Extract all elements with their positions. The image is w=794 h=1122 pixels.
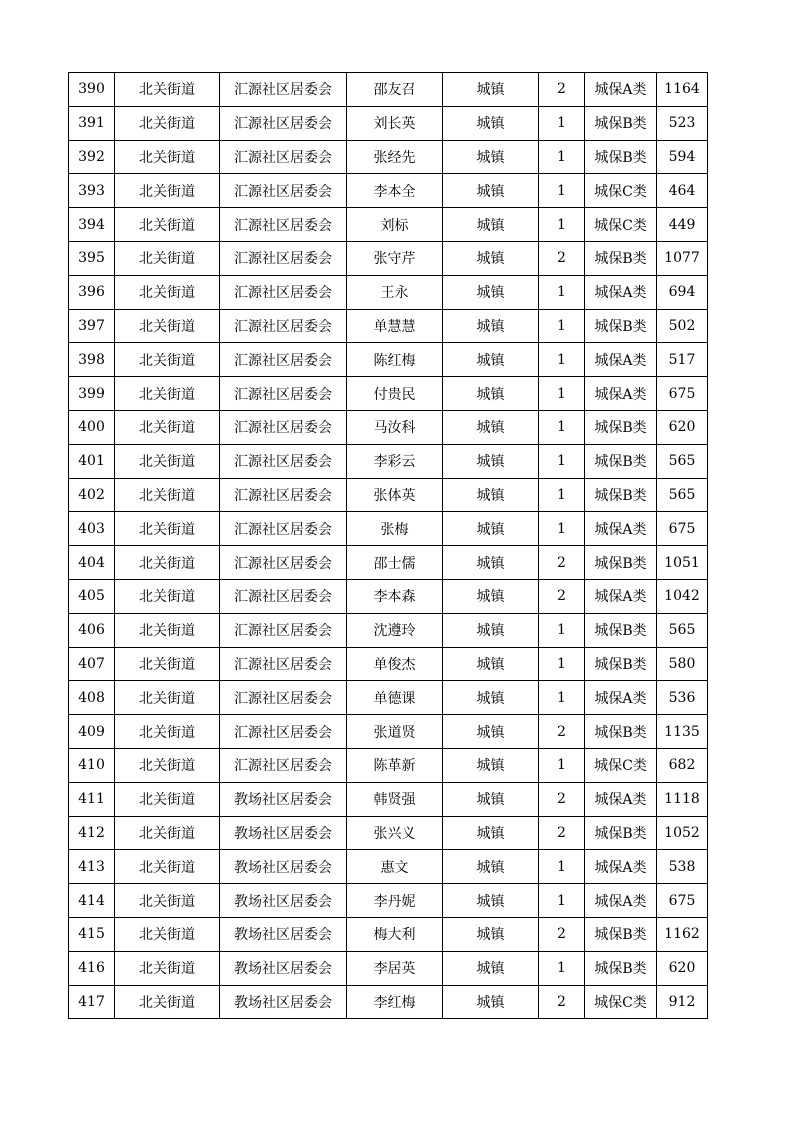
assistance-type-cell: 城保B类 xyxy=(585,444,657,478)
row-number: 410 xyxy=(69,748,115,782)
household-count-cell: 2 xyxy=(539,715,585,749)
assistance-type-cell: 城保C类 xyxy=(585,208,657,242)
name-cell: 单慧慧 xyxy=(347,309,443,343)
assistance-type-cell: 城保C类 xyxy=(585,174,657,208)
street-cell: 北关街道 xyxy=(115,106,220,140)
assistance-type-cell: 城保A类 xyxy=(585,377,657,411)
row-number: 408 xyxy=(69,681,115,715)
table-row xyxy=(69,613,708,647)
household-count-cell: 1 xyxy=(539,309,585,343)
area-cell: 城镇 xyxy=(443,140,539,174)
area-cell: 城镇 xyxy=(443,579,539,613)
assistance-type-cell: 城保B类 xyxy=(585,613,657,647)
street-cell: 北关街道 xyxy=(115,174,220,208)
area-cell: 城镇 xyxy=(443,951,539,985)
row-number: 417 xyxy=(69,985,115,1019)
row-number: 402 xyxy=(69,478,115,512)
table-row xyxy=(69,579,708,613)
household-count-cell: 1 xyxy=(539,850,585,884)
table-row xyxy=(69,985,708,1019)
household-count-cell: 1 xyxy=(539,410,585,444)
community-cell: 汇源社区居委会 xyxy=(220,748,347,782)
street-cell: 北关街道 xyxy=(115,782,220,816)
name-cell: 李红梅 xyxy=(347,985,443,1019)
street-cell: 北关街道 xyxy=(115,715,220,749)
street-cell: 北关街道 xyxy=(115,681,220,715)
community-cell: 教场社区居委会 xyxy=(220,782,347,816)
area-cell: 城镇 xyxy=(443,613,539,647)
area-cell: 城镇 xyxy=(443,816,539,850)
amount-cell: 682 xyxy=(657,748,708,782)
area-cell: 城镇 xyxy=(443,275,539,309)
area-cell: 城镇 xyxy=(443,309,539,343)
name-cell: 付贵民 xyxy=(347,377,443,411)
assistance-type-cell: 城保B类 xyxy=(585,715,657,749)
assistance-type-cell: 城保C类 xyxy=(585,985,657,1019)
street-cell: 北关街道 xyxy=(115,512,220,546)
row-number: 404 xyxy=(69,546,115,580)
community-cell: 汇源社区居委会 xyxy=(220,309,347,343)
row-number: 405 xyxy=(69,579,115,613)
community-cell: 汇源社区居委会 xyxy=(220,512,347,546)
household-count-cell: 1 xyxy=(539,951,585,985)
row-number: 392 xyxy=(69,140,115,174)
street-cell: 北关街道 xyxy=(115,444,220,478)
row-number: 403 xyxy=(69,512,115,546)
name-cell: 李彩云 xyxy=(347,444,443,478)
amount-cell: 517 xyxy=(657,343,708,377)
amount-cell: 620 xyxy=(657,410,708,444)
household-count-cell: 2 xyxy=(539,546,585,580)
name-cell: 李居英 xyxy=(347,951,443,985)
household-count-cell: 1 xyxy=(539,174,585,208)
row-number: 413 xyxy=(69,850,115,884)
community-cell: 汇源社区居委会 xyxy=(220,579,347,613)
table-row xyxy=(69,343,708,377)
amount-cell: 1051 xyxy=(657,546,708,580)
community-cell: 教场社区居委会 xyxy=(220,884,347,918)
name-cell: 李丹妮 xyxy=(347,884,443,918)
community-cell: 汇源社区居委会 xyxy=(220,444,347,478)
row-number: 415 xyxy=(69,917,115,951)
street-cell: 北关街道 xyxy=(115,579,220,613)
name-cell: 韩贤强 xyxy=(347,782,443,816)
amount-cell: 1135 xyxy=(657,715,708,749)
assistance-type-cell: 城保A类 xyxy=(585,73,657,107)
area-cell: 城镇 xyxy=(443,681,539,715)
street-cell: 北关街道 xyxy=(115,748,220,782)
household-count-cell: 1 xyxy=(539,140,585,174)
table-row xyxy=(69,106,708,140)
table-row xyxy=(69,73,708,107)
row-number: 401 xyxy=(69,444,115,478)
household-count-cell: 1 xyxy=(539,444,585,478)
area-cell: 城镇 xyxy=(443,208,539,242)
community-cell: 汇源社区居委会 xyxy=(220,613,347,647)
amount-cell: 620 xyxy=(657,951,708,985)
household-count-cell: 1 xyxy=(539,748,585,782)
amount-cell: 1164 xyxy=(657,73,708,107)
table-row xyxy=(69,444,708,478)
area-cell: 城镇 xyxy=(443,850,539,884)
street-cell: 北关街道 xyxy=(115,377,220,411)
community-cell: 汇源社区居委会 xyxy=(220,106,347,140)
area-cell: 城镇 xyxy=(443,478,539,512)
street-cell: 北关街道 xyxy=(115,546,220,580)
row-number: 390 xyxy=(69,73,115,107)
area-cell: 城镇 xyxy=(443,444,539,478)
row-number: 411 xyxy=(69,782,115,816)
row-number: 393 xyxy=(69,174,115,208)
area-cell: 城镇 xyxy=(443,715,539,749)
table-row xyxy=(69,884,708,918)
amount-cell: 449 xyxy=(657,208,708,242)
street-cell: 北关街道 xyxy=(115,613,220,647)
street-cell: 北关街道 xyxy=(115,73,220,107)
table-row xyxy=(69,748,708,782)
name-cell: 单德课 xyxy=(347,681,443,715)
assistance-type-cell: 城保C类 xyxy=(585,748,657,782)
row-number: 398 xyxy=(69,343,115,377)
area-cell: 城镇 xyxy=(443,647,539,681)
area-cell: 城镇 xyxy=(443,748,539,782)
table-row xyxy=(69,410,708,444)
name-cell: 惠文 xyxy=(347,850,443,884)
name-cell: 张守芹 xyxy=(347,241,443,275)
area-cell: 城镇 xyxy=(443,985,539,1019)
assistance-type-cell: 城保B类 xyxy=(585,106,657,140)
street-cell: 北关街道 xyxy=(115,343,220,377)
assistance-type-cell: 城保A类 xyxy=(585,850,657,884)
name-cell: 陈革新 xyxy=(347,748,443,782)
table-row xyxy=(69,681,708,715)
community-cell: 汇源社区居委会 xyxy=(220,681,347,715)
household-count-cell: 1 xyxy=(539,478,585,512)
household-count-cell: 1 xyxy=(539,647,585,681)
table-row xyxy=(69,546,708,580)
street-cell: 北关街道 xyxy=(115,816,220,850)
row-number: 397 xyxy=(69,309,115,343)
row-number: 416 xyxy=(69,951,115,985)
amount-cell: 694 xyxy=(657,275,708,309)
name-cell: 刘标 xyxy=(347,208,443,242)
amount-cell: 464 xyxy=(657,174,708,208)
row-number: 394 xyxy=(69,208,115,242)
household-count-cell: 2 xyxy=(539,985,585,1019)
amount-cell: 538 xyxy=(657,850,708,884)
table-row xyxy=(69,715,708,749)
area-cell: 城镇 xyxy=(443,884,539,918)
name-cell: 刘长英 xyxy=(347,106,443,140)
community-cell: 汇源社区居委会 xyxy=(220,275,347,309)
name-cell: 王永 xyxy=(347,275,443,309)
assistance-type-cell: 城保B类 xyxy=(585,647,657,681)
area-cell: 城镇 xyxy=(443,73,539,107)
name-cell: 张道贤 xyxy=(347,715,443,749)
name-cell: 邵友召 xyxy=(347,73,443,107)
amount-cell: 523 xyxy=(657,106,708,140)
table-row xyxy=(69,816,708,850)
household-count-cell: 1 xyxy=(539,377,585,411)
area-cell: 城镇 xyxy=(443,546,539,580)
amount-cell: 594 xyxy=(657,140,708,174)
community-cell: 汇源社区居委会 xyxy=(220,343,347,377)
table-row xyxy=(69,377,708,411)
assistance-type-cell: 城保B类 xyxy=(585,478,657,512)
street-cell: 北关街道 xyxy=(115,309,220,343)
row-number: 399 xyxy=(69,377,115,411)
name-cell: 沈遵玲 xyxy=(347,613,443,647)
community-cell: 汇源社区居委会 xyxy=(220,410,347,444)
household-count-cell: 2 xyxy=(539,241,585,275)
assistance-type-cell: 城保B类 xyxy=(585,410,657,444)
area-cell: 城镇 xyxy=(443,377,539,411)
table-row xyxy=(69,782,708,816)
amount-cell: 565 xyxy=(657,444,708,478)
name-cell: 陈红梅 xyxy=(347,343,443,377)
name-cell: 马汝科 xyxy=(347,410,443,444)
household-count-cell: 1 xyxy=(539,106,585,140)
community-cell: 汇源社区居委会 xyxy=(220,73,347,107)
area-cell: 城镇 xyxy=(443,174,539,208)
amount-cell: 580 xyxy=(657,647,708,681)
community-cell: 汇源社区居委会 xyxy=(220,715,347,749)
household-count-cell: 2 xyxy=(539,917,585,951)
row-number: 414 xyxy=(69,884,115,918)
area-cell: 城镇 xyxy=(443,241,539,275)
row-number: 395 xyxy=(69,241,115,275)
table-row xyxy=(69,241,708,275)
table-row xyxy=(69,850,708,884)
community-cell: 教场社区居委会 xyxy=(220,917,347,951)
community-cell: 汇源社区居委会 xyxy=(220,140,347,174)
amount-cell: 912 xyxy=(657,985,708,1019)
assistance-type-cell: 城保B类 xyxy=(585,241,657,275)
household-count-cell: 1 xyxy=(539,512,585,546)
street-cell: 北关街道 xyxy=(115,478,220,512)
amount-cell: 1042 xyxy=(657,579,708,613)
amount-cell: 675 xyxy=(657,377,708,411)
amount-cell: 1052 xyxy=(657,816,708,850)
name-cell: 梅大利 xyxy=(347,917,443,951)
assistance-type-cell: 城保B类 xyxy=(585,917,657,951)
assistance-type-cell: 城保B类 xyxy=(585,140,657,174)
amount-cell: 565 xyxy=(657,478,708,512)
street-cell: 北关街道 xyxy=(115,208,220,242)
community-cell: 教场社区居委会 xyxy=(220,951,347,985)
row-number: 409 xyxy=(69,715,115,749)
assistance-type-cell: 城保B类 xyxy=(585,309,657,343)
assistance-type-cell: 城保A类 xyxy=(585,512,657,546)
community-cell: 汇源社区居委会 xyxy=(220,241,347,275)
area-cell: 城镇 xyxy=(443,410,539,444)
table-row xyxy=(69,647,708,681)
name-cell: 李本全 xyxy=(347,174,443,208)
table-row xyxy=(69,140,708,174)
household-count-cell: 1 xyxy=(539,681,585,715)
street-cell: 北关街道 xyxy=(115,985,220,1019)
amount-cell: 675 xyxy=(657,512,708,546)
table-row xyxy=(69,512,708,546)
community-cell: 教场社区居委会 xyxy=(220,985,347,1019)
row-number: 406 xyxy=(69,613,115,647)
community-cell: 汇源社区居委会 xyxy=(220,174,347,208)
amount-cell: 536 xyxy=(657,681,708,715)
street-cell: 北关街道 xyxy=(115,951,220,985)
row-number: 407 xyxy=(69,647,115,681)
area-cell: 城镇 xyxy=(443,917,539,951)
assistance-type-cell: 城保B类 xyxy=(585,816,657,850)
street-cell: 北关街道 xyxy=(115,917,220,951)
street-cell: 北关街道 xyxy=(115,410,220,444)
assistance-type-cell: 城保A类 xyxy=(585,275,657,309)
street-cell: 北关街道 xyxy=(115,140,220,174)
name-cell: 李本森 xyxy=(347,579,443,613)
assistance-type-cell: 城保A类 xyxy=(585,782,657,816)
table-row xyxy=(69,951,708,985)
name-cell: 张兴义 xyxy=(347,816,443,850)
roster-body xyxy=(69,73,708,1019)
row-number: 396 xyxy=(69,275,115,309)
community-cell: 汇源社区居委会 xyxy=(220,647,347,681)
row-number: 412 xyxy=(69,816,115,850)
name-cell: 张梅 xyxy=(347,512,443,546)
community-cell: 汇源社区居委会 xyxy=(220,546,347,580)
street-cell: 北关街道 xyxy=(115,647,220,681)
community-cell: 汇源社区居委会 xyxy=(220,478,347,512)
household-count-cell: 1 xyxy=(539,613,585,647)
assistance-type-cell: 城保A类 xyxy=(585,343,657,377)
table-row xyxy=(69,478,708,512)
assistance-type-cell: 城保A类 xyxy=(585,681,657,715)
assistance-type-cell: 城保B类 xyxy=(585,546,657,580)
area-cell: 城镇 xyxy=(443,782,539,816)
amount-cell: 502 xyxy=(657,309,708,343)
community-cell: 教场社区居委会 xyxy=(220,850,347,884)
amount-cell: 1118 xyxy=(657,782,708,816)
community-cell: 汇源社区居委会 xyxy=(220,208,347,242)
table-row xyxy=(69,275,708,309)
amount-cell: 1162 xyxy=(657,917,708,951)
name-cell: 张经先 xyxy=(347,140,443,174)
amount-cell: 565 xyxy=(657,613,708,647)
household-count-cell: 2 xyxy=(539,782,585,816)
name-cell: 张体英 xyxy=(347,478,443,512)
community-cell: 汇源社区居委会 xyxy=(220,377,347,411)
household-count-cell: 2 xyxy=(539,579,585,613)
household-count-cell: 1 xyxy=(539,884,585,918)
area-cell: 城镇 xyxy=(443,106,539,140)
assistance-type-cell: 城保A类 xyxy=(585,884,657,918)
row-number: 391 xyxy=(69,106,115,140)
roster-table xyxy=(68,72,708,1019)
table-row xyxy=(69,917,708,951)
assistance-type-cell: 城保B类 xyxy=(585,951,657,985)
street-cell: 北关街道 xyxy=(115,884,220,918)
household-count-cell: 1 xyxy=(539,343,585,377)
table-row xyxy=(69,309,708,343)
table-row xyxy=(69,208,708,242)
community-cell: 教场社区居委会 xyxy=(220,816,347,850)
amount-cell: 675 xyxy=(657,884,708,918)
assistance-type-cell: 城保A类 xyxy=(585,579,657,613)
street-cell: 北关街道 xyxy=(115,275,220,309)
area-cell: 城镇 xyxy=(443,512,539,546)
table-row xyxy=(69,174,708,208)
household-count-cell: 1 xyxy=(539,275,585,309)
name-cell: 单俊杰 xyxy=(347,647,443,681)
street-cell: 北关街道 xyxy=(115,241,220,275)
row-number: 400 xyxy=(69,410,115,444)
household-count-cell: 1 xyxy=(539,208,585,242)
amount-cell: 1077 xyxy=(657,241,708,275)
street-cell: 北关街道 xyxy=(115,850,220,884)
name-cell: 邵士儒 xyxy=(347,546,443,580)
household-count-cell: 2 xyxy=(539,816,585,850)
household-count-cell: 2 xyxy=(539,73,585,107)
area-cell: 城镇 xyxy=(443,343,539,377)
